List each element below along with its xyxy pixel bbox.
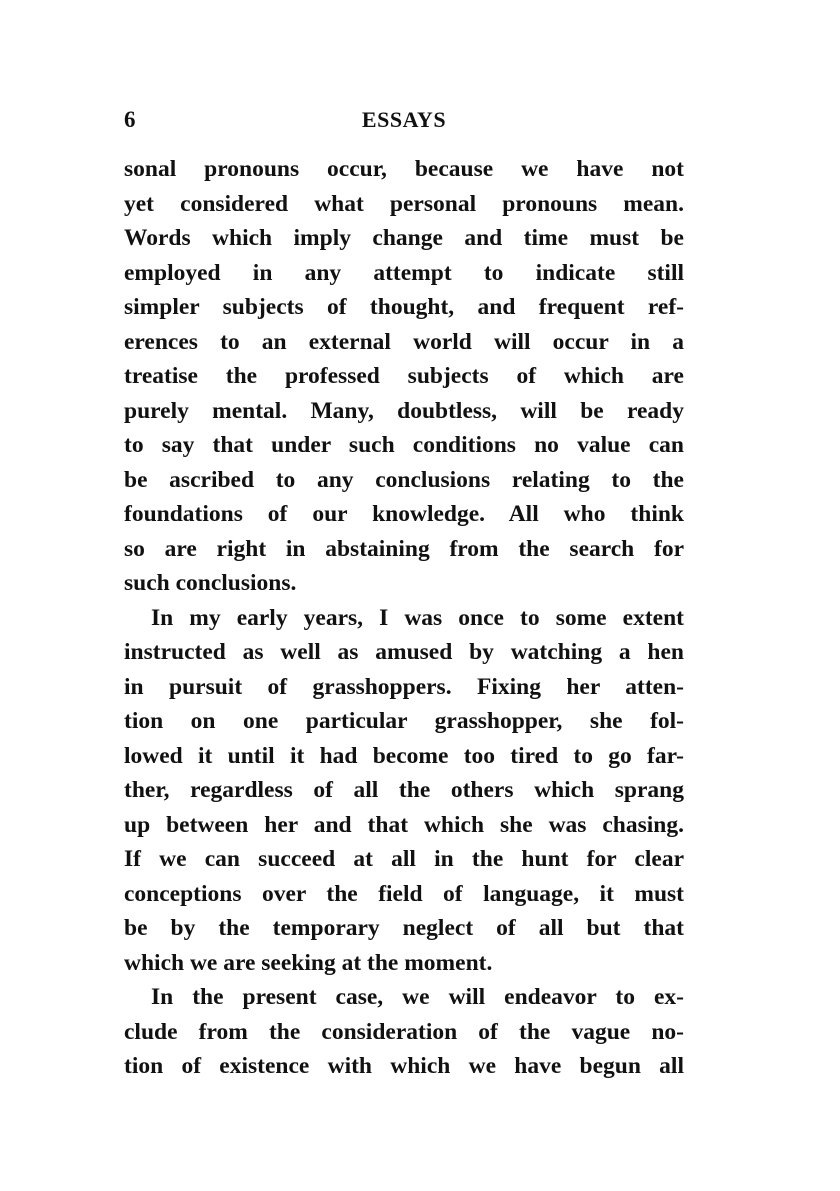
- text-line: instructed as well as amused by watching a hen: [124, 639, 684, 665]
- text-line: yet considered what personal pronouns mean.: [124, 190, 684, 217]
- text-line: Words which imply change and time must be: [124, 225, 684, 251]
- text-line: so are right in abstaining from the search for: [124, 535, 684, 562]
- text-line: be ascribed to any conclusions relating to the: [124, 466, 684, 493]
- text-line: ther, regardless of all the others which sprang: [124, 777, 684, 803]
- text-line: tion on one particular grasshopper, she fol-: [124, 708, 684, 734]
- running-title: ESSAYS: [361, 107, 447, 132]
- text-line: purely mental. Many, doubtless, will be ready: [124, 397, 684, 424]
- text-line: in pursuit of grasshoppers. Fixing her atten-: [124, 673, 684, 700]
- body-text: [124, 152, 684, 1084]
- text-line: conceptions over the field of language, it must: [124, 880, 684, 907]
- text-line: up between her and that which she was chasing.: [124, 811, 684, 838]
- text-line: be by the temporary neglect of all but that: [124, 915, 684, 941]
- text-line: sonal pronouns occur, because we have not: [124, 156, 684, 182]
- text-line: If we can succeed at all in the hunt for clear: [124, 846, 684, 872]
- text-line: foundations of our knowledge. All who think: [124, 501, 684, 527]
- text-line: employed in any attempt to indicate still: [124, 259, 684, 286]
- text-line: to say that under such conditions no value can: [124, 432, 684, 458]
- text-line: treatise the professed subjects of which are: [124, 363, 684, 389]
- text-line: In my early years, I was once to some extent: [151, 604, 684, 631]
- text-line: erences to an external world will occur in a: [124, 328, 684, 355]
- text-line: which we are seeking at the moment.: [124, 949, 493, 976]
- text-line: lowed it until it had become too tired to go far-: [124, 742, 684, 769]
- page-number: 6: [124, 107, 136, 132]
- running-head: [124, 104, 684, 136]
- text-line: In the present case, we will endeavor to ex-: [151, 984, 684, 1010]
- text-line: clude from the consideration of the vague no-: [124, 1018, 684, 1045]
- text-line: tion of existence with which we have begun all: [124, 1053, 684, 1079]
- text-line: such conclusions.: [124, 570, 297, 596]
- text-line: simpler subjects of thought, and frequent ref-: [124, 294, 684, 320]
